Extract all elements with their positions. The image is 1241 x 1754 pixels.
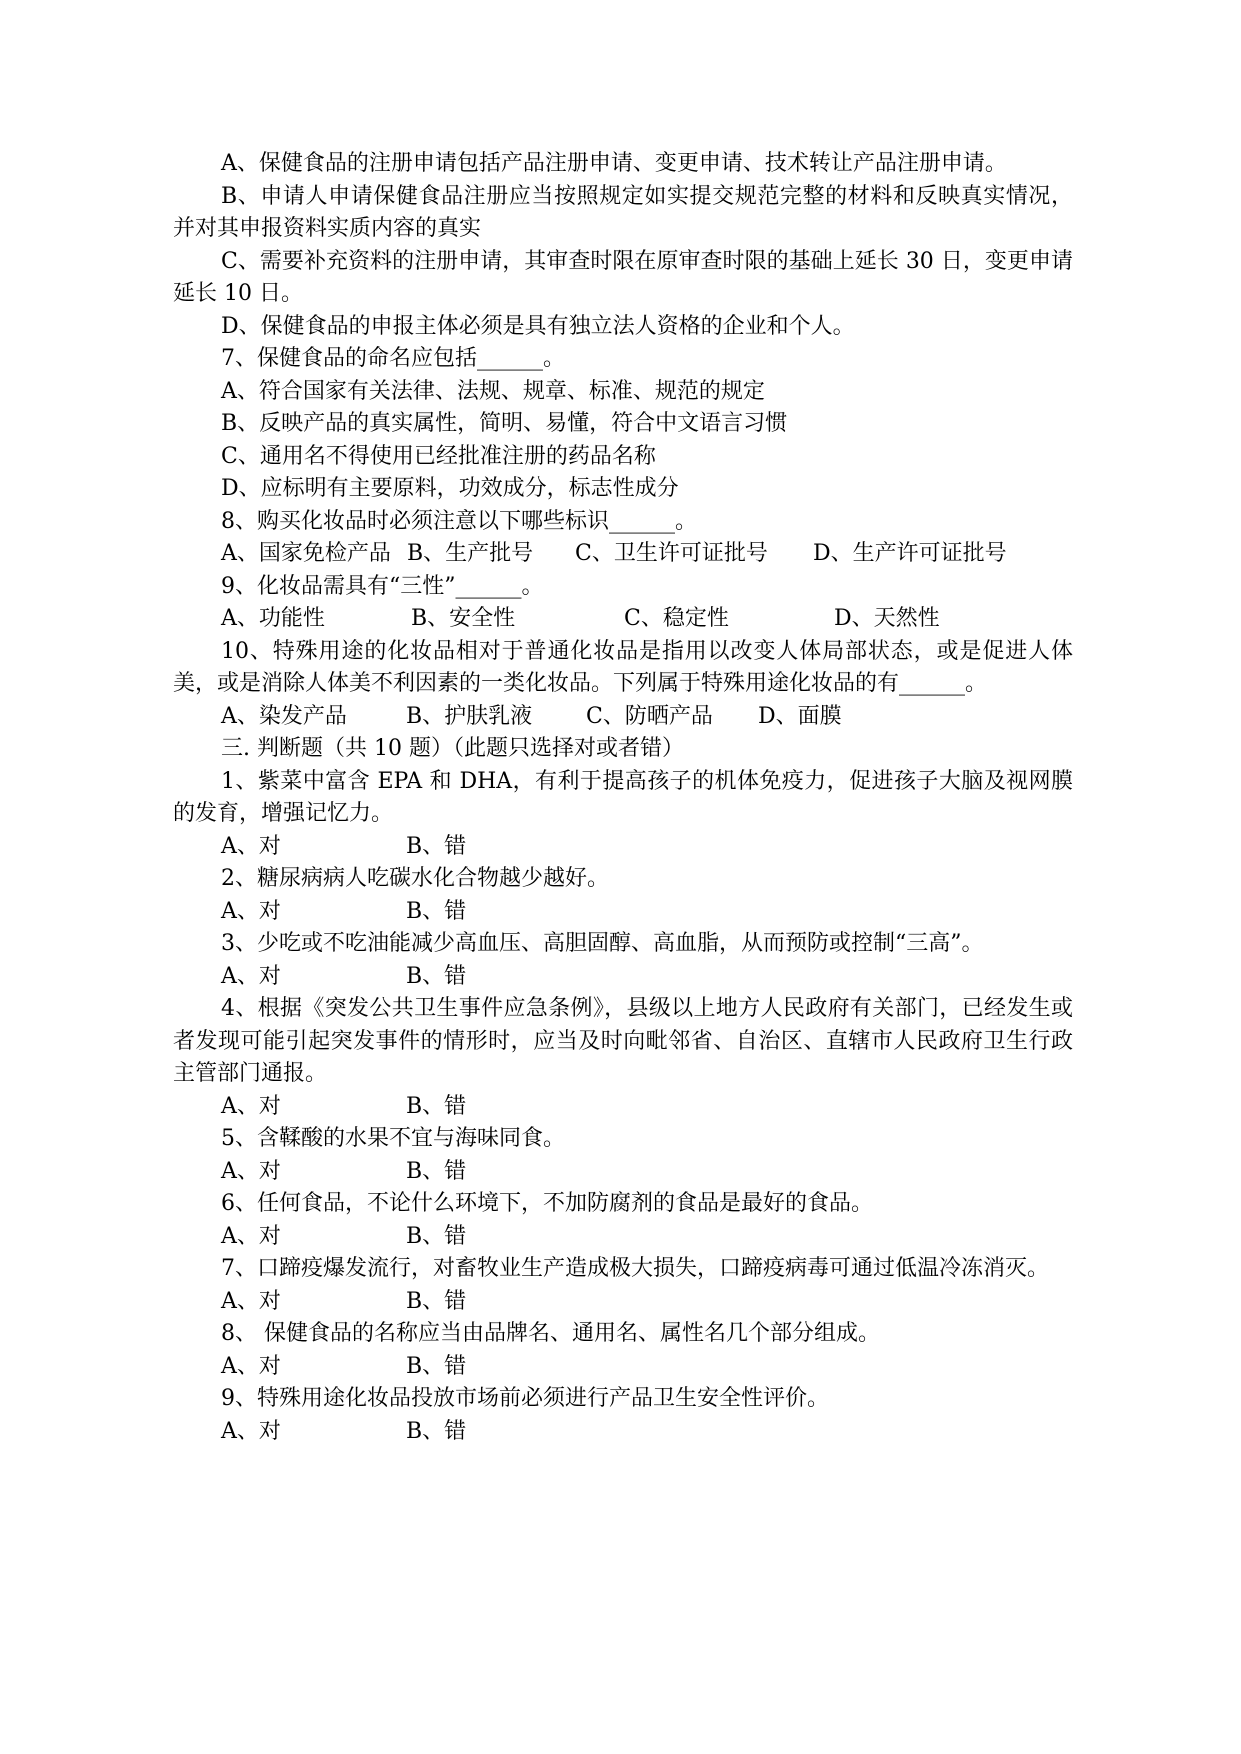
q9-option-b: B、安全性 (411, 606, 516, 631)
tf-option-true: A、对 (221, 1093, 281, 1119)
q9-option-a: A、功能性 (221, 606, 325, 631)
q8-option-c: C、卫生许可证批号 (575, 541, 768, 566)
tf-option-false: B、错 (406, 1353, 467, 1379)
q10-option-a: A、染发产品 (221, 703, 347, 729)
tf-question-5: 5、含鞣酸的水果不宜与海味同食。 (221, 1126, 565, 1151)
tf-options-9 (173, 1416, 1073, 1449)
q6-option-b: B、申请人申请保健食品注册应当按照规定如实提交规范完整的材料和反映真实情况，并对其申报资料实质内容的真实 (173, 183, 1073, 241)
tf-option-true: A、对 (221, 1158, 281, 1184)
tf-option-true: A、对 (221, 1223, 281, 1249)
q6-option-a: A、保健食品的注册申请包括产品注册申请、变更申请、技术转让产品注册申请。 (221, 151, 1007, 176)
q7-option-d: D、应标明有主要原料，功效成分，标志性成分 (221, 476, 679, 501)
tf-option-false: B、错 (406, 1418, 467, 1444)
q8-option-d: D、生产许可证批号 (813, 541, 1007, 566)
tf-option-true: A、对 (221, 1288, 281, 1314)
tf-option-true: A、对 (221, 1353, 281, 1379)
section3-heading: 三. 判断题（共 10 题）（此题只选择对或者错） (221, 736, 684, 761)
tf-option-false: B、错 (406, 1158, 467, 1184)
tf-option-false: B、错 (406, 898, 467, 924)
q10-stem: 10、特殊用途的化妆品相对于普通化妆品是指用以改变人体局部状态，或是促进人体美，或是消除人体美不利因素的一类化妆品。下列属于特殊用途化妆品的有______。 (173, 638, 1073, 696)
tf-question-2: 2、糖尿病病人吃碳水化合物越少越好。 (221, 866, 609, 891)
q8-option-a: A、国家免检产品 (221, 541, 391, 566)
q10-option-d: D、面膜 (758, 703, 842, 729)
tf-question-6: 6、任何食品，不论什么环境下，不加防腐剂的食品是最好的食品。 (221, 1191, 873, 1216)
tf-question-8: 8、 保健食品的名称应当由品牌名、通用名、属性名几个部分组成。 (221, 1321, 880, 1346)
q7-option-c: C、通用名不得使用已经批准注册的药品名称 (221, 443, 656, 469)
tf-options-8 (173, 1351, 1073, 1384)
q10-option-c: C、防晒产品 (586, 703, 713, 729)
tf-option-true: A、对 (221, 1418, 281, 1444)
tf-options-7 (173, 1286, 1073, 1319)
tf-question-9: 9、特殊用途化妆品投放市场前必须进行产品卫生安全性评价。 (221, 1386, 829, 1411)
document-page (173, 148, 1073, 1448)
q9-options (173, 603, 1073, 636)
tf-options-3 (173, 961, 1073, 994)
tf-option-true: A、对 (221, 963, 281, 989)
q9-option-d: D、天然性 (834, 606, 940, 631)
tf-option-true: A、对 (221, 833, 281, 859)
q9-stem: 9、化妆品需具有“三性”______。 (221, 573, 544, 599)
tf-question-1: 1、紫菜中富含 EPA 和 DHA，有利于提高孩子的机体免疫力，促进孩子大脑及视网膜的发育，增强记忆力。 (173, 768, 1073, 826)
q7-option-a: A、符合国家有关法律、法规、规章、标准、规范的规定 (221, 378, 765, 404)
tf-option-false: B、错 (406, 1093, 467, 1119)
tf-option-false: B、错 (406, 1288, 467, 1314)
tf-option-false: B、错 (406, 833, 467, 859)
q10-options (173, 701, 1073, 734)
tf-option-false: B、错 (406, 963, 467, 989)
q7-option-b: B、反映产品的真实属性，简明、易懂，符合中文语言习惯 (221, 411, 788, 436)
q8-option-b: B、生产批号 (407, 541, 534, 566)
q7-stem: 7、保健食品的命名应包括______。 (221, 346, 565, 371)
tf-option-false: B、错 (406, 1223, 467, 1249)
tf-option-true: A、对 (221, 898, 281, 924)
q6-option-d: D、保健食品的申报主体必须是具有独立法人资格的企业和个人。 (221, 313, 855, 339)
tf-options-1 (173, 831, 1073, 864)
q6-option-c: C、需要补充资料的注册申请，其审查时限在原审查时限的基础上延长 30 日，变更申请延长 10 日。 (173, 248, 1073, 306)
tf-question-3: 3、少吃或不吃油能减少高血压、高胆固醇、高血脂，从而预防或控制“三高”。 (221, 931, 984, 956)
tf-options-5 (173, 1156, 1073, 1189)
q10-option-b: B、护肤乳液 (406, 703, 533, 729)
tf-question-7: 7、口蹄疫爆发流行，对畜牧业生产造成极大损失，口蹄疫病毒可通过低温冷冻消灭。 (221, 1256, 1049, 1281)
q9-option-c: C、稳定性 (624, 606, 729, 631)
tf-options-6 (173, 1221, 1073, 1254)
tf-question-4: 4、根据《突发公共卫生事件应急条例》，县级以上地方人民政府有关部门，已经发生或者发现可能引起突发事件的情形时，应当及时向毗邻省、自治区、直辖市人民政府卫生行政主管部门通报。 (173, 996, 1073, 1086)
q8-stem: 8、购买化妆品时必须注意以下哪些标识______。 (221, 508, 697, 534)
q8-options (173, 538, 1073, 571)
tf-options-4 (173, 1091, 1073, 1124)
tf-options-2 (173, 896, 1073, 929)
